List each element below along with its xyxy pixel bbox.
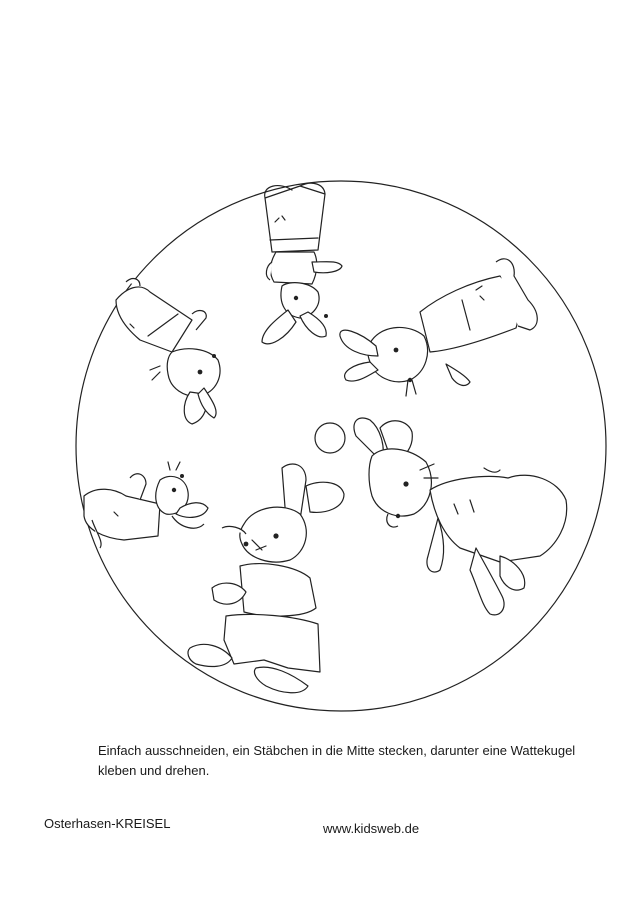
instructions-text: [98, 741, 578, 781]
bunny-bottom-right-icon: [354, 418, 567, 615]
instructions-line-2: kleben und drehen.: [98, 763, 210, 778]
bunny-center-ball-icon: [188, 464, 344, 693]
cotton-ball-icon: [315, 423, 345, 453]
bunny-bottom-left-icon: [84, 462, 208, 548]
bunny-right-icon: [340, 259, 537, 396]
instructions-line-1: Einfach ausschneiden, ein Stäbchen in die Mitte stecken, darunter eine Wattekugel: [98, 743, 576, 758]
website-link[interactable]: www.kidsweb.de: [323, 821, 420, 836]
page-title: Osterhasen-KREISEL: [44, 816, 171, 831]
bunny-top-icon: [262, 183, 342, 344]
bunny-left-icon: [116, 279, 220, 424]
